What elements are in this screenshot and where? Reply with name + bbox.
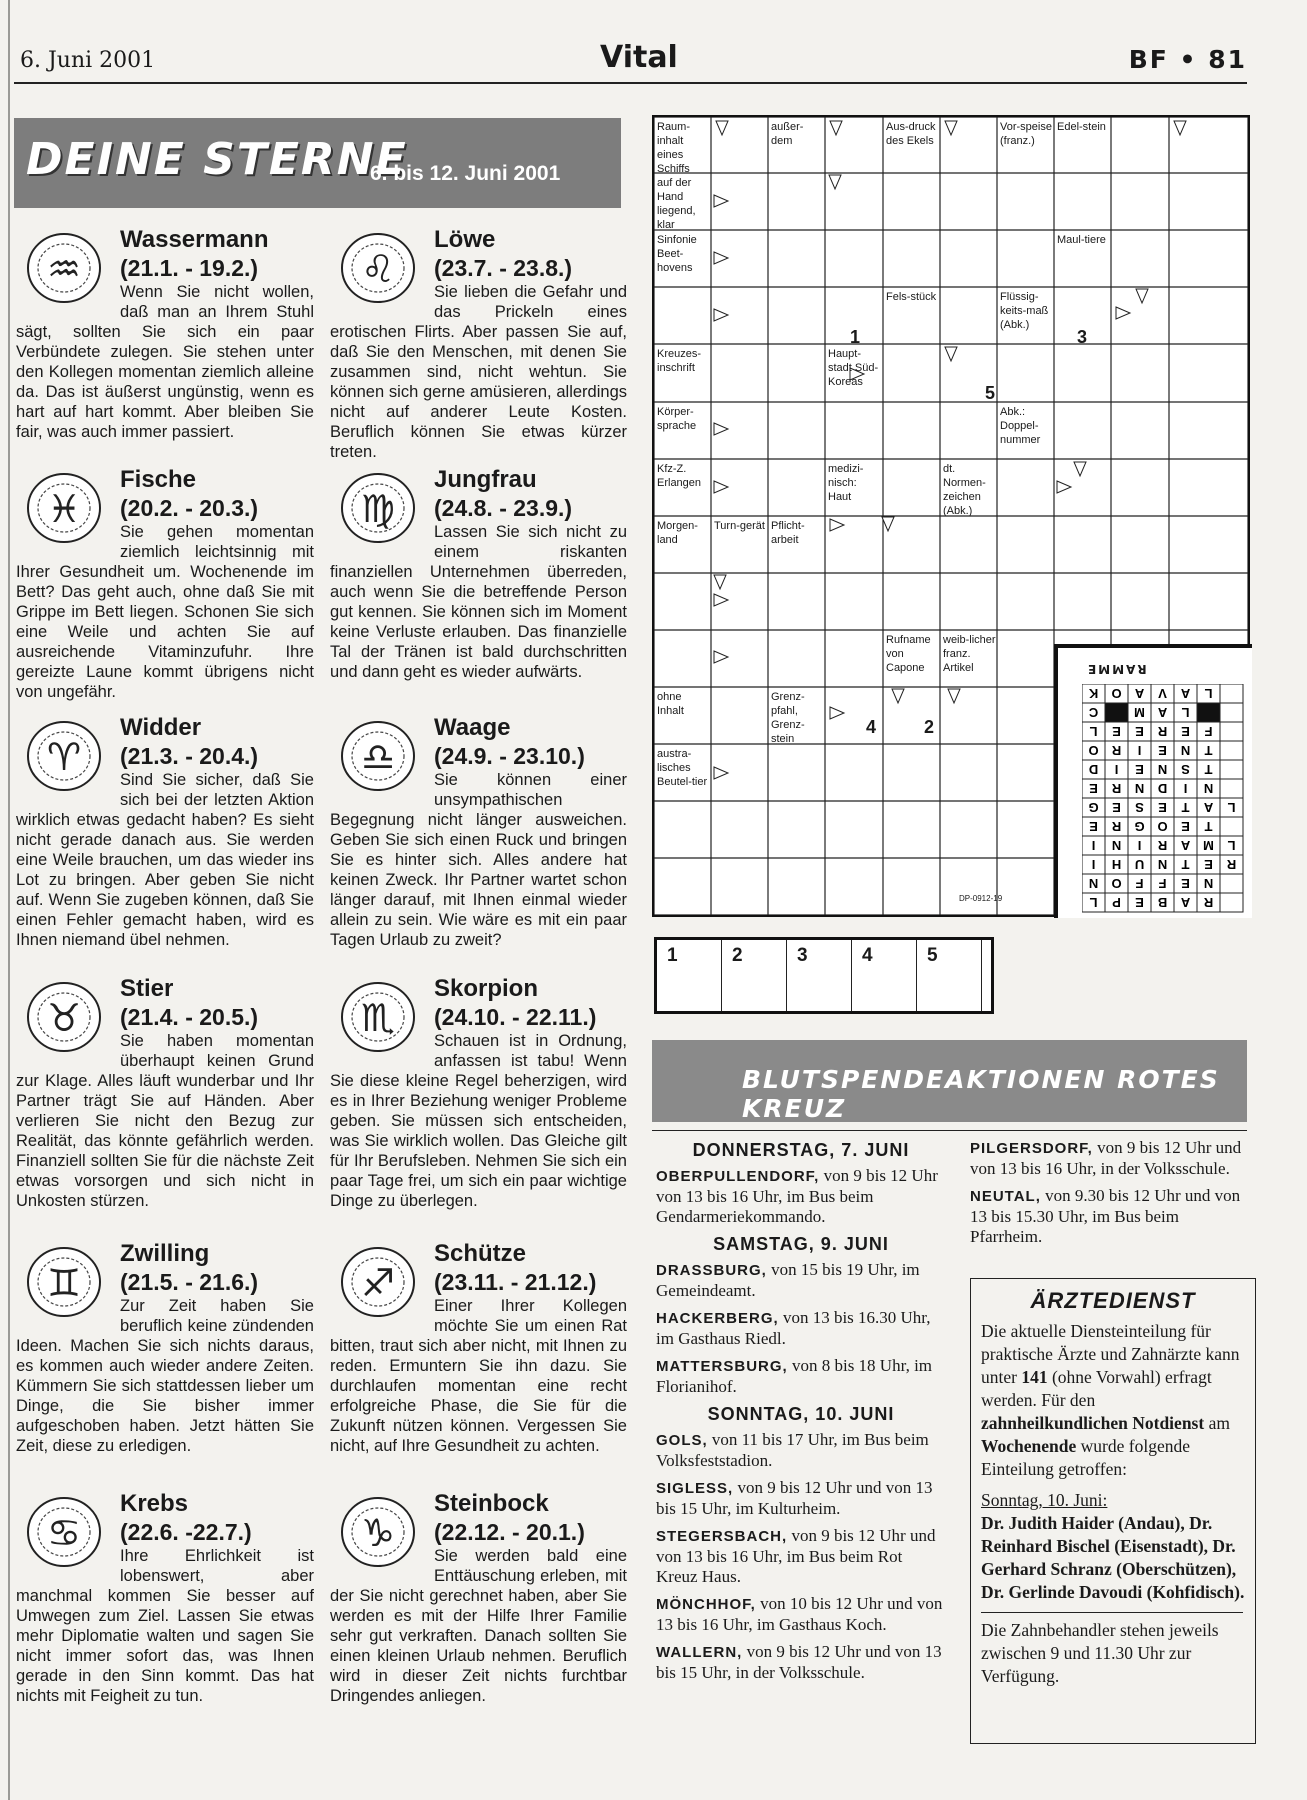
crossword-clue: Vor-speise (franz.): [1000, 121, 1052, 147]
clue-arrow-icon: [945, 121, 957, 135]
horoscope-sign: [330, 975, 627, 1211]
sign-text: Zur Zeit haben Sie beruflich keine zündenden Ideen. Machen Sie sich nichts daraus, es kommen auch wieder andere Zeiten. Kümmern Sie sich stattdessen lieber um Dinge, die Sie bisher immer aufgeschoben haben. Jetzt hätten Sie Zeit, diese zu erledigen.: [16, 1297, 314, 1455]
zodiac-icon: [330, 1240, 426, 1322]
blood-drive-banner: [652, 1040, 1247, 1122]
sign-dates: (24.9. - 23.10.): [434, 743, 585, 769]
svg-text:♏: ♏: [360, 996, 396, 1040]
solution-letter: R: [1157, 724, 1168, 739]
solution-letter: M: [1134, 705, 1145, 720]
solution-letter: N: [1180, 743, 1191, 758]
blood-drive-entry: [656, 1526, 946, 1587]
blood-drive-column-1: [656, 1138, 946, 1690]
solution-letter: L: [1227, 800, 1236, 815]
crossword-clue: dt. Normen-zeichen (Abk.): [943, 463, 986, 517]
blood-drive-entry: [656, 1594, 946, 1635]
solution-letter: I: [1137, 743, 1142, 758]
blood-drive-title: BLUTSPENDEAKTIONEN ROTES KREUZ: [742, 1065, 1220, 1123]
sign-dates: (21.4. - 20.5.): [120, 1004, 259, 1030]
horoscope-sign: [16, 1490, 314, 1706]
clue-arrow-icon: [1116, 307, 1130, 319]
sign-dates: (21.1. - 19.2.): [120, 255, 259, 281]
svg-text:♈: ♈: [46, 735, 82, 779]
svg-text:♑: ♑: [360, 1511, 396, 1555]
zodiac-icon: [16, 1240, 112, 1322]
crossword-clue: Fels-stück: [886, 291, 937, 303]
blood-drive-entry: [970, 1138, 1255, 1179]
horoscope-sign: [16, 1240, 314, 1456]
solution-letter: V: [1158, 686, 1167, 701]
solution-letter: L: [1089, 724, 1098, 739]
crossword-clue: weib-licher franz. Artikel: [943, 634, 996, 674]
solution-letter: R: [1111, 781, 1122, 796]
horoscope-date-range: 6. bis 12. Juni 2001: [370, 162, 561, 185]
solution-letter: L: [1227, 838, 1236, 853]
sign-text: Wenn Sie nicht wollen, daß man an Ihrem Stuhl sägt, sollten Sie sich ein paar Verbündete zulegen. Sie stehen unter den Kollegen momentan ziemlich alleine da. Das ist äußerst ungünstig, wenn es hart auf hart kommt. Aber bleiben Sie fair, was auch immer passiert.: [16, 283, 314, 441]
sign-name: Steinbock: [434, 1490, 549, 1517]
solution-letter: L: [1181, 705, 1190, 720]
section-title: Vital: [600, 40, 678, 75]
solution-letter: N: [1157, 762, 1168, 777]
horoscope-sign: [16, 226, 314, 442]
svg-text:♎: ♎: [360, 735, 396, 779]
solution-letter: T: [1204, 743, 1213, 758]
solution-letter: F: [1135, 876, 1144, 891]
solution-cell: [1105, 703, 1128, 722]
aerztedienst-divider: [981, 1612, 1243, 1613]
solution-cell: [1220, 684, 1243, 703]
solution-letter: A: [1157, 705, 1168, 720]
solution-letter: M: [1203, 838, 1214, 853]
sign-name: Waage: [434, 714, 511, 741]
crossword-clue: Aus-druck des Ekels: [886, 121, 936, 147]
solution-letter: R: [1203, 895, 1214, 910]
answer-box-number: 5: [927, 945, 938, 966]
clue-arrow-icon: [830, 121, 842, 135]
blood-drive-rule: [652, 1130, 1247, 1131]
zodiac-icon: [330, 1490, 426, 1572]
solution-letter: E: [1181, 876, 1190, 891]
sign-name: Skorpion: [434, 975, 539, 1002]
sign-text: Sie lieben die Gefahr und das Prickeln eines erotischen Flirts. Aber passen Sie auf, daß Sie den Menschen, mit denen Sie zusammen sind, nicht wehtun. Sie können sich gerne amüsieren, allerdings nicht auf anderer Leute Kosten. Beruflich können Sie etwas kürzer treten.: [330, 283, 627, 461]
entry-text: von 9 bis 12 Uhr und von 13 bis 16 Uhr, in der Volksschule.: [970, 1138, 1242, 1178]
blood-drive-day: SONNTAG, 10. JUNI: [707, 1404, 895, 1424]
solution-letter: R: [1157, 838, 1168, 853]
svg-text:♍: ♍: [360, 487, 396, 531]
blood-drive-day: SAMSTAG, 9. JUNI: [713, 1234, 889, 1254]
blood-drive-entry: [656, 1260, 946, 1301]
solution-letter: R: [1111, 819, 1122, 834]
sign-text: Einer Ihrer Kollegen möchte Sie um einen Rat bitten, traut sich aber nicht, mit Ihnen zu reden. Ermuntern Sie ihn dazu. Sie durchlaufen momentan eine recht erfolgreiche Phase, die Sie für die Zukunft nützen können. Vergessen Sie nicht, auf Ihre Gesundheit zu achten.: [330, 1297, 627, 1455]
aerztedienst-date: Sonntag, 10. Juni:: [981, 1490, 1108, 1510]
solution-letter: O: [1088, 743, 1099, 758]
solution-cell: [1220, 817, 1243, 836]
blood-drive-column-2: [970, 1138, 1255, 1254]
sign-name: Schütze: [434, 1240, 527, 1267]
horoscope-title: DEINE STERNE: [26, 134, 408, 185]
sign-text: Sie werden bald eine Enttäuschung erleben, mit der Sie nicht gerechnet haben, aber Sie werden es mit der Hilfe Ihrer Familie sehr gut verkraften. Danach sollten Sie einen kleinen Urlaub nehmen. Beruflich wird in dieser Zeit nichts furchtbar Dringendes anliegen.: [330, 1547, 627, 1705]
clue-arrow-icon: [1074, 462, 1086, 476]
clue-arrow-icon: [882, 517, 894, 531]
sign-name: Jungfrau: [434, 466, 537, 493]
blood-drive-entry: [656, 1430, 946, 1471]
zodiac-icon: [16, 975, 112, 1057]
crossword-clue: Turn-gerät: [714, 520, 765, 532]
crossword-clue: Edel-stein: [1057, 121, 1106, 133]
answer-box-number: 1: [667, 945, 678, 966]
crossword-clue: Haupt-stadt Süd-Koreas: [828, 348, 879, 388]
sign-name: Zwilling: [120, 1240, 210, 1267]
sign-name: Widder: [120, 714, 202, 741]
entry-place: WALLERN,: [656, 1644, 743, 1661]
solution-letter: N: [1203, 781, 1214, 796]
entry-place: NEUTAL,: [970, 1188, 1041, 1205]
solution-letter: E: [1089, 781, 1098, 796]
clue-arrow-icon: [1136, 289, 1148, 303]
sign-text: Sind Sie sicher, daß Sie sich bei der letzten Aktion wirklich etwas gedacht haben? Es sieht nicht gerade danach aus. Sie werden eine Weile brauchen, um das wieder ins Lot zu bringen. Aber geben Sie nicht auf. Wenn Sie zugeben können, daß Sie einen Fehler gemacht haben, wird es Ihnen niemand übel nehmen.: [16, 771, 314, 949]
horoscope-sign: [330, 1490, 627, 1706]
solution-letter: N: [1203, 876, 1214, 891]
zodiac-icon: [16, 1490, 112, 1572]
clue-arrow-icon: [1057, 481, 1071, 493]
sign-text: Sie haben momentan überhaupt keinen Grund zur Klage. Alles läuft wunderbar und Ihr Partner trägt Sie auf Händen. Aber verlieren Sie nicht den Bezug zur Realität, das könnte gefährlich werden. Finanziell sollten Sie für die nächste Zeit etwas vorsorgen und sich nicht in Unkosten stürzen.: [16, 1032, 314, 1210]
entry-place: MÖNCHHOF,: [656, 1596, 756, 1613]
entry-place: STEGERSBACH,: [656, 1528, 788, 1545]
solution-word-boxes: [654, 937, 994, 1014]
solution-letter: E: [1135, 724, 1144, 739]
sign-dates: (21.5. - 21.6.): [120, 1269, 259, 1295]
entry-text: von 13 bis 16.30 Uhr, im Gasthaus Riedl.: [656, 1308, 931, 1348]
issue-date: 6. Juni 2001: [20, 48, 156, 73]
crossword-clue: ohne Inhalt: [657, 691, 684, 717]
solution-letter: E: [1135, 895, 1144, 910]
sign-text: Ihre Ehrlichkeit ist lobenswert, aber manchmal kommen Sie besser auf Umwegen zum Ziel. Lassen Sie etwas mehr Diplomatie walten und sagen Sie nicht immer sofort das, was Ihnen gerade in den Sinn kommt. Das hat nichts mit Feigheit zu tun.: [16, 1547, 314, 1705]
solution-letter: L: [1089, 895, 1098, 910]
solution-letter: N: [1157, 857, 1168, 872]
solution-letter: D: [1088, 762, 1099, 777]
crossword-clue: Abk.: Doppel-nummer: [1000, 406, 1041, 446]
zodiac-icon: [16, 226, 112, 308]
solution-letter: T: [1181, 800, 1190, 815]
crossword-clue: Flüssig-keits-maß (Abk.): [1000, 291, 1049, 331]
solution-letter: I: [1137, 838, 1142, 853]
clue-arrow-icon: [892, 689, 904, 703]
solution-cell: [1220, 722, 1243, 741]
horoscope-sign: [330, 1240, 627, 1456]
sign-name: Löwe: [434, 226, 496, 253]
clue-arrow-icon: [1174, 121, 1186, 135]
entry-text: von 9 bis 12 Uhr von 13 bis 16 Uhr, im Bus beim Gendarmeriekommando.: [656, 1166, 938, 1226]
crossword-clue: Körper-sprache: [657, 406, 697, 432]
solution-letter: T: [1204, 819, 1213, 834]
zodiac-icon: [330, 466, 426, 548]
crossword-clue: Kfz-Z. Erlangen: [657, 463, 702, 489]
zodiac-icon: [330, 975, 426, 1057]
crossword-clue: medizi-nisch: Haut: [828, 463, 864, 503]
blood-drive-entry: [970, 1186, 1255, 1247]
solution-letter: G: [1134, 819, 1145, 834]
clue-arrow-icon: [948, 689, 960, 703]
svg-text:♌: ♌: [360, 247, 396, 291]
sign-dates: (23.11. - 21.12.): [434, 1269, 597, 1295]
solution-letter: C: [1088, 705, 1099, 720]
crossword-clue: Rufname von Capone: [886, 634, 931, 674]
answer-box[interactable]: [917, 940, 982, 1011]
clue-arrow-icon: [945, 347, 957, 361]
horoscope-sign: [16, 466, 314, 702]
solution-cell: [1220, 893, 1243, 912]
crossword-number: 3: [1077, 327, 1088, 347]
solution-cell: [1220, 760, 1243, 779]
crossword-clue: Maul-tiere: [1057, 234, 1106, 246]
sign-dates: (24.10. - 22.11.): [434, 1004, 597, 1030]
aerztedienst-intro: Die aktuelle Diensteinteilung für praktische Ärzte und Zahnärzte kann unter 141 (ohne Vorwahl) erfragt werden. Für den zahnheilkundlichen Notdienst am Wochenende wurde folgende Einteilung getroffen:: [981, 1321, 1240, 1479]
crossword-number: 5: [985, 383, 996, 403]
answer-box[interactable]: [722, 940, 787, 1011]
entry-text: von 10 bis 12 Uhr und von 13 bis 16 Uhr, im Gasthaus Koch.: [656, 1594, 943, 1634]
crossword-number: 2: [924, 717, 935, 737]
crossword-clue: Pflicht-arbeit: [771, 520, 805, 546]
sign-text: Schauen ist in Ordnung, anfassen ist tabu! Wenn Sie diese kleine Regel beherzigen, wird es in Ihrer Beziehung weniger Probleme geben. Sie müssen sich entscheiden, was Sie wirklich wollen. Das Gleiche gilt für Ihr Berufsleben. Nehmen Sie sich ein paar Tage frei, um sich ein paar wichtige Dinge zu überlegen.: [330, 1032, 627, 1210]
sign-dates: (23.7. - 23.8.): [434, 255, 573, 281]
svg-text:♊: ♊: [46, 1261, 82, 1305]
blood-drive-entry: [656, 1356, 946, 1397]
solution-letter: A: [1180, 686, 1191, 701]
svg-text:♒: ♒: [46, 247, 82, 291]
crossword-clue: Raum-inhalt eines Schiffs: [657, 121, 691, 175]
sign-text: Lassen Sie sich nicht zu einem riskanten finanziellen Unternehmen überreden, auch wenn Sie die betreffende Person gut kennen. Sie können sich im Moment keine Verluste erlauben. Das finanzielle Tal der Tränen ist bald durchschritten und dann geht es wieder aufwärts.: [330, 523, 627, 681]
solution-letter: N: [1111, 838, 1122, 853]
solution-letter: F: [1204, 724, 1213, 739]
solution-cell: [1220, 874, 1243, 893]
sign-dates: (22.12. - 20.1.): [434, 1519, 585, 1545]
crossword-number: 1: [850, 327, 861, 347]
sign-name: Krebs: [120, 1490, 189, 1517]
clue-arrow-icon: [716, 121, 728, 135]
solution-letter: O: [1111, 686, 1122, 701]
svg-text:♉: ♉: [46, 996, 82, 1040]
zodiac-icon: [16, 714, 112, 796]
horoscope-sign: [330, 226, 627, 462]
solution-letter: A: [1180, 895, 1191, 910]
solution-cell: [1220, 741, 1243, 760]
solution-title: RAMME: [1086, 662, 1147, 676]
solution-letter: I: [1091, 838, 1096, 853]
horoscope-sign: [16, 975, 314, 1211]
entry-text: von 11 bis 17 Uhr, im Bus beim Volksfeststadion.: [656, 1430, 929, 1470]
answer-box[interactable]: [657, 940, 722, 1011]
solution-letter: E: [1158, 800, 1167, 815]
clue-arrow-icon: [830, 707, 844, 719]
solution-letter: N: [1088, 876, 1099, 891]
blood-drive-entry: [656, 1166, 946, 1227]
crossword-clue: austra-lisches Beutel-tier: [657, 748, 708, 788]
zodiac-icon: [16, 466, 112, 548]
entry-place: OBERPULLENDORF,: [656, 1168, 820, 1185]
entry-place: DRASSBURG,: [656, 1262, 767, 1279]
crossword-puzzle: [652, 115, 1250, 917]
svg-text:♓: ♓: [46, 487, 82, 531]
solution-letter: I: [1183, 781, 1188, 796]
sign-dates: (22.6. -22.7.): [120, 1519, 252, 1545]
solution-letter: E: [1204, 857, 1213, 872]
solution-letter: H: [1111, 857, 1122, 872]
sign-text: Sie gehen momentan ziemlich leichtsinnig mit Ihrer Gesundheit um. Wochenende im Bett? Das geht auch, ohne daß Sie mit Grippe im Bett liegen. Schonen Sie sich eine Weile und achten Sie auf ausreichende Vitaminzufuhr. Ihre gereizte Laune kommt übrigens nicht von ungefähr.: [16, 523, 314, 701]
solution-letter: L: [1204, 686, 1213, 701]
clue-arrow-icon: [829, 175, 841, 189]
solution-letter: O: [1157, 819, 1168, 834]
clue-arrow-icon: [714, 651, 728, 663]
solution-letter: E: [1089, 819, 1098, 834]
solution-letter: E: [1112, 724, 1121, 739]
entry-place: GOLS,: [656, 1432, 708, 1449]
blood-drive-entry: [656, 1642, 946, 1683]
aerztedienst-box: [970, 1278, 1256, 1744]
sign-name: Stier: [120, 975, 174, 1002]
solution-letter: G: [1088, 800, 1099, 815]
answer-box-number: 2: [732, 945, 743, 966]
crossword-code: DP-0912-19: [959, 894, 1003, 903]
svg-text:♐: ♐: [360, 1261, 396, 1305]
svg-text:♋: ♋: [46, 1511, 82, 1555]
solution-letter: U: [1134, 857, 1145, 872]
solution-letter: R: [1226, 857, 1237, 872]
blood-drive-day: DONNERSTAG, 7. JUNI: [692, 1140, 910, 1160]
solution-letter: S: [1135, 800, 1144, 815]
horoscope-sign: [330, 714, 627, 950]
entry-text: von 15 bis 19 Uhr, im Gemeindeamt.: [656, 1260, 920, 1300]
blood-drive-entry: [656, 1478, 946, 1519]
header-rule: [14, 82, 1247, 84]
solution-letter: N: [1134, 781, 1145, 796]
zodiac-icon: [330, 226, 426, 308]
clue-arrow-icon: [714, 423, 728, 435]
entry-text: von 9 bis 12 Uhr und von 13 bis 15 Uhr, in der Volksschule.: [656, 1642, 942, 1682]
solution-letter: B: [1157, 895, 1168, 910]
page-number: BF • 81: [1128, 45, 1247, 74]
answer-box[interactable]: [852, 940, 917, 1011]
crossword-clue: Morgen-land: [657, 520, 698, 546]
aerztedienst-title: ÄRZTEDIENST: [1030, 1288, 1196, 1313]
answer-box-number: 4: [862, 945, 873, 966]
solution-cell: [1220, 703, 1243, 722]
aerztedienst-doctors: Dr. Judith Haider (Andau), Dr. Reinhard Bischel (Eisenstadt), Dr. Gerhard Schranz (Oberschützen), Dr. Gerlinde Davoudi (Kohfidisch).: [981, 1513, 1245, 1602]
sign-text: Sie können einer unsympathischen Begegnung nicht länger ausweichen. Geben Sie sich einen Ruck und bringen Sie es hinter sich. Alles andere hat keinen Zweck. Ihr Partner wartet schon länger darauf, mit Ihnen einmal wieder allein zu sein. Wie wäre es mit ein paar Tagen Urlaub zu zweit?: [330, 771, 627, 949]
solution-letter: P: [1112, 895, 1121, 910]
entry-text: von 9 bis 12 Uhr und von 13 bis 15 Uhr, im Kulturheim.: [656, 1478, 933, 1518]
clue-arrow-icon: [714, 481, 728, 493]
entry-place: HACKERBERG,: [656, 1310, 779, 1327]
solution-letter: E: [1181, 819, 1190, 834]
sign-dates: (24.8. - 23.9.): [434, 495, 573, 521]
clue-arrow-icon: [714, 575, 726, 589]
clue-arrow-icon: [714, 309, 728, 321]
horoscope-sign: [330, 466, 627, 682]
answer-box-number: 3: [797, 945, 808, 966]
aerztedienst-footer: Die Zahnbehandler stehen jeweils zwischen 9 und 11.30 Uhr zur Verfügung.: [981, 1620, 1219, 1686]
solution-letter: T: [1181, 857, 1190, 872]
entry-place: MATTERSBURG,: [656, 1358, 788, 1375]
scan-edge: [8, 0, 10, 1800]
horoscope-sign: [16, 714, 314, 950]
entry-text: von 8 bis 18 Uhr, im Florianihof.: [656, 1356, 933, 1396]
sign-dates: (21.3. - 20.4.): [120, 743, 259, 769]
sign-dates: (20.2. - 20.3.): [120, 495, 259, 521]
entry-text: von 9.30 bis 12 Uhr und von 13 bis 15.30 Uhr, im Bus beim Pfarrheim.: [970, 1186, 1241, 1246]
crossword-clue: auf der Hand liegend, klar: [657, 177, 696, 231]
answer-box[interactable]: [787, 940, 852, 1011]
solution-letter: I: [1114, 762, 1119, 777]
solution-letter: A: [1203, 800, 1214, 815]
sign-name: Wassermann: [120, 226, 269, 253]
solution-letter: E: [1135, 762, 1144, 777]
blood-drive-entry: [656, 1308, 946, 1349]
solution-letter: S: [1181, 762, 1190, 777]
crossword-number: 4: [866, 717, 877, 737]
crossword-clue: Kreuzes-inschrift: [657, 348, 702, 374]
solution-letter: T: [1204, 762, 1213, 777]
solution-letter: E: [1112, 800, 1121, 815]
crossword-clue: außer-dem: [771, 121, 804, 147]
solution-letter: A: [1180, 838, 1191, 853]
entry-text: von 9 bis 12 Uhr und von 13 bis 16 Uhr, im Bus beim Rot Kreuz Haus.: [656, 1526, 936, 1586]
solution-letter: K: [1088, 686, 1099, 701]
clue-arrow-icon: [714, 195, 728, 207]
solution-letter: E: [1181, 724, 1190, 739]
zodiac-icon: [330, 714, 426, 796]
entry-place: PILGERSDORF,: [970, 1140, 1093, 1157]
clue-arrow-icon: [714, 594, 728, 606]
solution-cell: [1197, 703, 1220, 722]
clue-arrow-icon: [830, 519, 844, 531]
solution-letter: D: [1157, 781, 1168, 796]
solution-letter: F: [1158, 876, 1167, 891]
solution-grid: [1082, 684, 1272, 914]
solution-letter: A: [1134, 686, 1145, 701]
crossword-solution: [1054, 644, 1252, 918]
clue-arrow-icon: [714, 252, 728, 264]
crossword-clue: Grenz-pfahl, Grenz-stein: [771, 691, 805, 745]
entry-place: SIGLESS,: [656, 1480, 734, 1497]
crossword-clue: Sinfonie Beet-hovens: [657, 234, 697, 274]
solution-letter: E: [1158, 743, 1167, 758]
sign-name: Fische: [120, 466, 197, 493]
solution-letter: I: [1091, 857, 1096, 872]
solution-letter: O: [1111, 876, 1122, 891]
solution-letter: R: [1111, 743, 1122, 758]
solution-cell: [1220, 779, 1243, 798]
clue-arrow-icon: [714, 767, 728, 779]
